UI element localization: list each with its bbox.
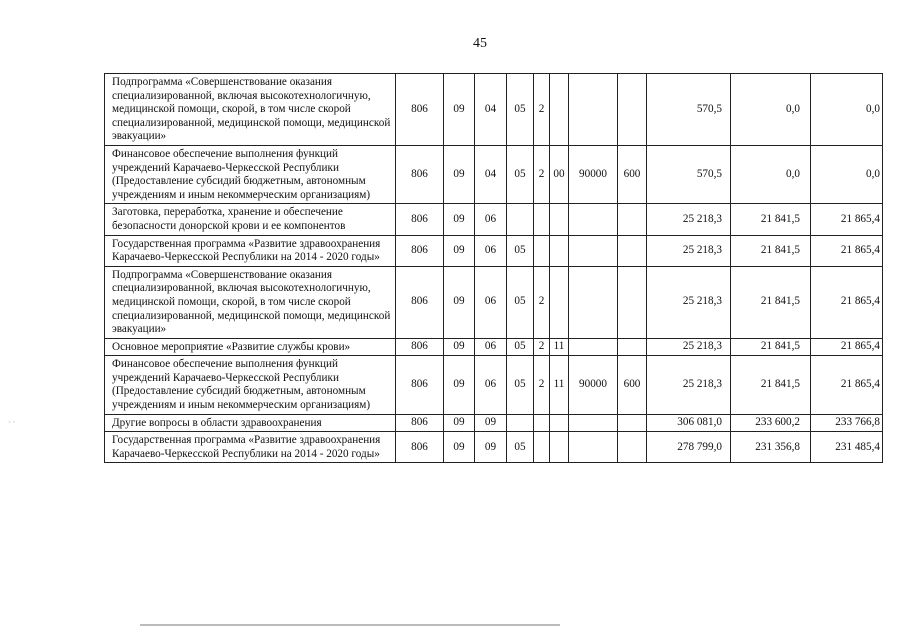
table-cell-vr (618, 74, 647, 146)
table-cell-grbs: 806 (396, 74, 444, 146)
table-cell-p2 (534, 235, 550, 266)
table-cell-s3: 0,0 (811, 74, 883, 146)
table-cell-p2: 2 (534, 145, 550, 203)
table-cell-p4: 90000 (569, 145, 618, 203)
table-cell-pr: 06 (475, 204, 507, 235)
table-cell-s3: 233 766,8 (811, 414, 883, 432)
table-cell-grbs: 806 (396, 204, 444, 235)
table-cell-rz: 09 (444, 145, 475, 203)
page-number: 45 (473, 36, 487, 51)
table-cell-s2: 231 356,8 (731, 432, 811, 463)
table-cell-grbs: 806 (396, 414, 444, 432)
table-cell-p4 (569, 235, 618, 266)
table-cell-rz: 09 (444, 356, 475, 414)
table-cell-vr (618, 414, 647, 432)
table-cell-name: Заготовка, переработка, хранение и обеспечение безопасности донорской крови и ее компонентов (105, 204, 396, 235)
table-cell-p1 (507, 414, 534, 432)
table-cell-rz: 09 (444, 414, 475, 432)
table-row (105, 338, 883, 356)
table-cell-p4 (569, 74, 618, 146)
table-cell-grbs: 806 (396, 235, 444, 266)
table-cell-p4 (569, 204, 618, 235)
table-row (105, 235, 883, 266)
table-row (105, 204, 883, 235)
table-cell-pr: 09 (475, 414, 507, 432)
table-cell-name: Финансовое обеспечение выполнения функций учреждений Карачаево-Черкесской Республики (Предоставление субсидий бюджетным, автономным учреждениям и иным некоммерческим организациям) (105, 356, 396, 414)
table-cell-s1: 570,5 (647, 145, 731, 203)
table-cell-grbs: 806 (396, 145, 444, 203)
table-cell-vr: 600 (618, 145, 647, 203)
table-cell-p1: 05 (507, 266, 534, 338)
table-cell-grbs: 806 (396, 266, 444, 338)
table-cell-s3: 0,0 (811, 145, 883, 203)
table-cell-s3: 21 865,4 (811, 266, 883, 338)
table-cell-p2 (534, 204, 550, 235)
table-cell-pr: 06 (475, 266, 507, 338)
table-cell-p3 (550, 266, 569, 338)
table-cell-p3 (550, 204, 569, 235)
table-cell-s2: 0,0 (731, 74, 811, 146)
table-cell-pr: 04 (475, 145, 507, 203)
table-cell-name: Государственная программа «Развитие здравоохранения Карачаево-Черкесской Республики на 2014 - 2020 годы» (105, 235, 396, 266)
table-cell-rz: 09 (444, 432, 475, 463)
table-cell-s1: 25 218,3 (647, 235, 731, 266)
table-cell-rz: 09 (444, 204, 475, 235)
table-cell-grbs: 806 (396, 432, 444, 463)
table-row (105, 74, 883, 146)
table-cell-p4 (569, 266, 618, 338)
table-cell-name: Подпрограмма «Совершенствование оказания специализированной, включая высокотехнологичную, медицинской помощи, скорой, в том числе скорой специализированной, медицинской помощи, медицинской эвакуации» (105, 74, 396, 146)
table-cell-p3: 00 (550, 145, 569, 203)
table-row (105, 145, 883, 203)
table-cell-p3 (550, 414, 569, 432)
table-cell-vr (618, 266, 647, 338)
table-cell-s3: 21 865,4 (811, 235, 883, 266)
table-cell-s2: 21 841,5 (731, 356, 811, 414)
table-cell-vr: 600 (618, 356, 647, 414)
table-row (105, 356, 883, 414)
table-cell-pr: 06 (475, 338, 507, 356)
table-cell-pr: 06 (475, 356, 507, 414)
table-row (105, 266, 883, 338)
table-cell-name: Другие вопросы в области здравоохранения (105, 414, 396, 432)
table-cell-p2 (534, 432, 550, 463)
table-cell-p1: 05 (507, 356, 534, 414)
table-row (105, 432, 883, 463)
table-cell-s3: 21 865,4 (811, 338, 883, 356)
table-cell-p4 (569, 338, 618, 356)
table-cell-s1: 25 218,3 (647, 204, 731, 235)
table-cell-s3: 21 865,4 (811, 204, 883, 235)
table-cell-vr (618, 432, 647, 463)
table-cell-p1: 05 (507, 74, 534, 146)
table-cell-p1: 05 (507, 235, 534, 266)
table-cell-p3: 11 (550, 338, 569, 356)
table-cell-s2: 0,0 (731, 145, 811, 203)
table-cell-s1: 25 218,3 (647, 266, 731, 338)
table-cell-p2: 2 (534, 356, 550, 414)
table-cell-rz: 09 (444, 338, 475, 356)
table-cell-grbs: 806 (396, 338, 444, 356)
table-cell-s1: 306 081,0 (647, 414, 731, 432)
table-cell-pr: 04 (475, 74, 507, 146)
table-cell-p3 (550, 235, 569, 266)
table-cell-p2: 2 (534, 74, 550, 146)
table-cell-p1: 05 (507, 145, 534, 203)
table-cell-s1: 25 218,3 (647, 338, 731, 356)
table-cell-s3: 231 485,4 (811, 432, 883, 463)
table-cell-vr (618, 204, 647, 235)
table-cell-name: Финансовое обеспечение выполнения функций учреждений Карачаево-Черкесской Республики (Предоставление субсидий бюджетным, автономным учреждениям и иным некоммерческим организациям) (105, 145, 396, 203)
table-cell-p3 (550, 74, 569, 146)
table-cell-rz: 09 (444, 235, 475, 266)
table-cell-vr (618, 235, 647, 266)
table-cell-p4 (569, 432, 618, 463)
scan-bottom-artifact (140, 624, 560, 630)
table-cell-s1: 25 218,3 (647, 356, 731, 414)
table-cell-pr: 09 (475, 432, 507, 463)
table-cell-vr (618, 338, 647, 356)
table-cell-p2: 2 (534, 338, 550, 356)
table-cell-rz: 09 (444, 74, 475, 146)
table-cell-s2: 21 841,5 (731, 204, 811, 235)
table-cell-name: Подпрограмма «Совершенствование оказания специализированной, включая высокотехнологичную, медицинской помощи, скорой, в том числе скорой специализированной, медицинской помощи, медицинской эвакуации» (105, 266, 396, 338)
table-cell-s2: 233 600,2 (731, 414, 811, 432)
table-cell-p3: 11 (550, 356, 569, 414)
table-cell-s2: 21 841,5 (731, 235, 811, 266)
table-cell-s2: 21 841,5 (731, 266, 811, 338)
scan-edge-marks: · · (8, 418, 16, 427)
table-cell-p4: 90000 (569, 356, 618, 414)
table-cell-p1: 05 (507, 338, 534, 356)
table-cell-p1 (507, 204, 534, 235)
table-cell-name: Государственная программа «Развитие здравоохранения Карачаево-Черкесской Республики на 2014 - 2020 годы» (105, 432, 396, 463)
table-cell-p2 (534, 414, 550, 432)
budget-table (104, 73, 883, 463)
table-cell-p3 (550, 432, 569, 463)
budget-table-body (105, 74, 883, 463)
table-cell-grbs: 806 (396, 356, 444, 414)
table-cell-name: Основное мероприятие «Развитие службы крови» (105, 338, 396, 356)
table-cell-p1: 05 (507, 432, 534, 463)
table-cell-p2: 2 (534, 266, 550, 338)
table-cell-rz: 09 (444, 266, 475, 338)
table-cell-s2: 21 841,5 (731, 338, 811, 356)
table-cell-s1: 570,5 (647, 74, 731, 146)
table-cell-s1: 278 799,0 (647, 432, 731, 463)
table-row (105, 414, 883, 432)
table-cell-s3: 21 865,4 (811, 356, 883, 414)
table-cell-pr: 06 (475, 235, 507, 266)
table-cell-p4 (569, 414, 618, 432)
